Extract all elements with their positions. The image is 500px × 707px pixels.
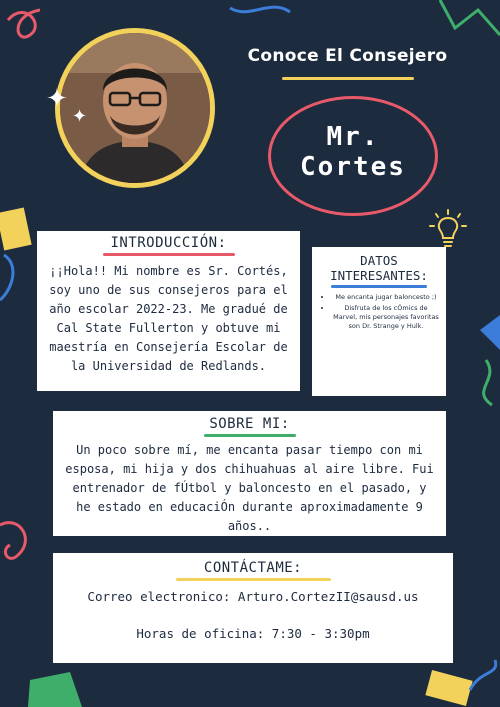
facts-list xyxy=(318,293,440,331)
about-title: SOBRE MI: xyxy=(209,416,290,432)
list-item: • Disfruta de los cÓmics de Marvel, mis personajes favoritas son Dr. Strange y Hulk. xyxy=(332,304,440,331)
about-underline xyxy=(204,434,296,437)
contact-underline xyxy=(176,578,331,581)
intro-text: ¡¡Hola!! Mi nombre es Sr. Cortés, soy uno de sus consejeros para el año escolar 2022-23. Me gradué de Cal State Fullerton y obtuve mi maestría en Consejería Escolar de la Universidad de Redlands. xyxy=(49,264,288,373)
contact-email[interactable]: Correo electronico: Arturo.CortezII@sausd.us xyxy=(87,589,419,604)
facts-underline xyxy=(331,285,427,288)
list-item: • Me encanta jugar baloncesto ;) xyxy=(332,293,440,302)
about-text: Un poco sobre mí, me encanta pasar tiempo con mi esposa, mi hija y dos chihuahuas al aire libre. Fui entrenador de fÚtbol y baloncesto en el pasado, y he estado en educaciÓn durante aproximadamente 9 años.. xyxy=(65,443,434,533)
office-hours: Horas de oficina: 7:30 - 3:30pm xyxy=(136,626,370,641)
contact-card xyxy=(53,553,453,663)
sparkle-icon: ✦ xyxy=(46,84,68,114)
counselor-name: Mr. Cortes xyxy=(300,122,406,182)
facts-title: DATOS INTERESANTES: xyxy=(330,253,428,283)
intro-underline xyxy=(103,253,235,256)
lightbulb-icon xyxy=(428,208,468,250)
sparkle-icon: ✦ xyxy=(72,106,88,127)
about-card xyxy=(53,411,446,536)
facts-card xyxy=(312,247,446,396)
heading-underline xyxy=(282,77,414,80)
intro-title: INTRODUCCIÓN: xyxy=(110,235,227,251)
contact-title: CONTÁCTAME: xyxy=(203,560,303,576)
page-heading: Conoce El Consejero xyxy=(247,46,448,66)
intro-card xyxy=(37,231,300,391)
